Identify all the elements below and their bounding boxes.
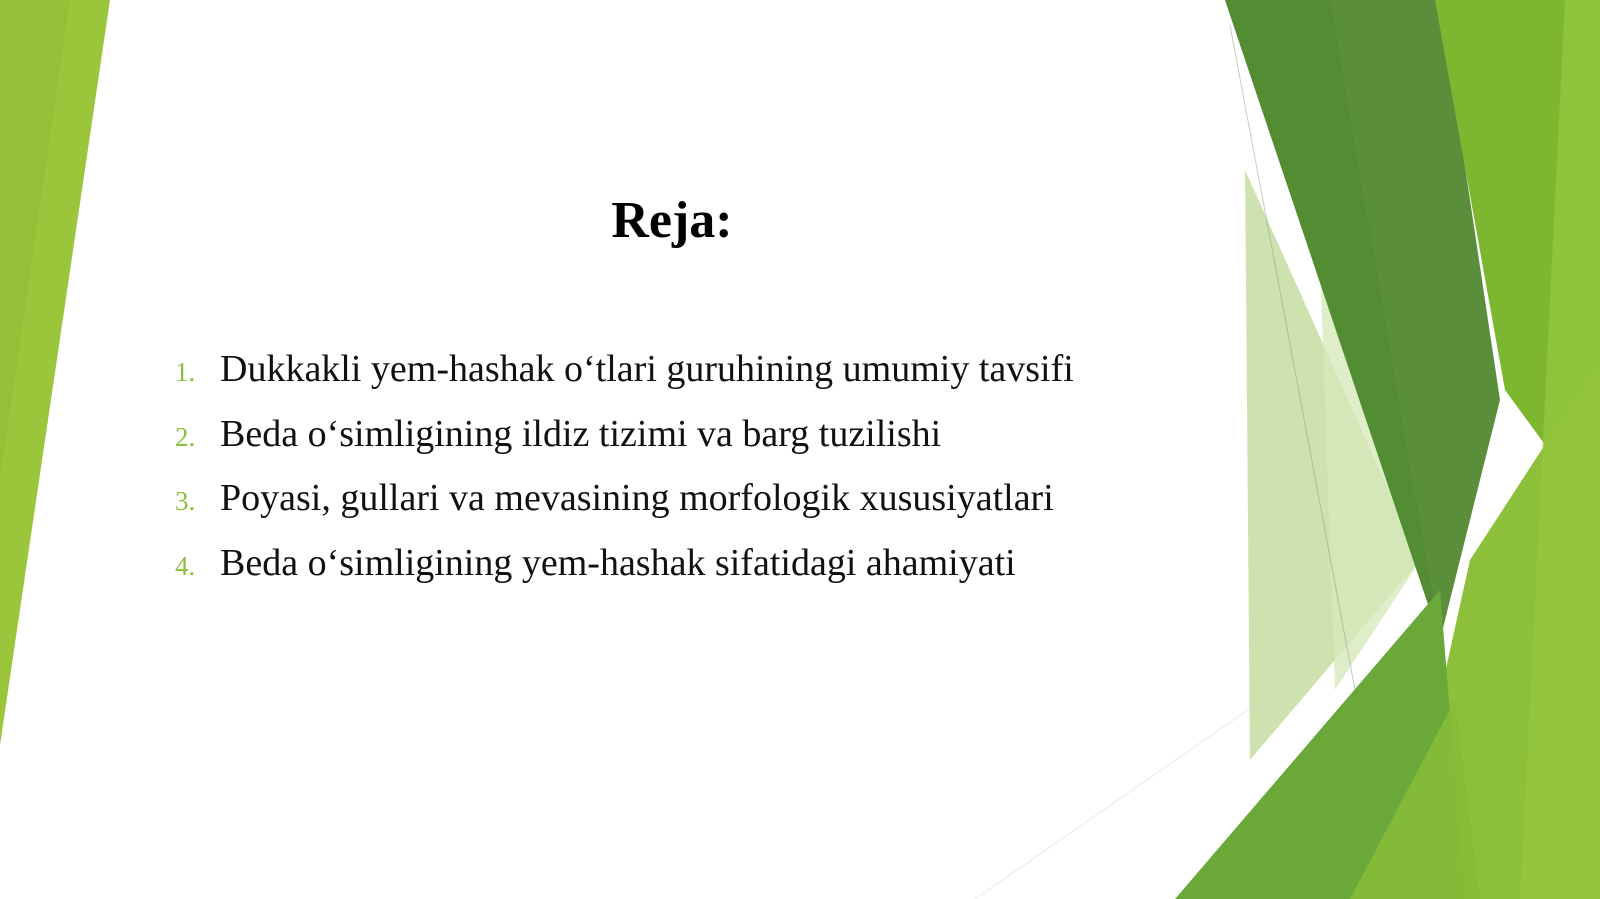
list-item-text: Beda o‘simligining yem-hashak sifatidagi ahamiyati [220, 541, 1016, 584]
list-item [175, 476, 1074, 541]
list-item-text: Dukkakli yem-hashak o‘tlari guruhining umumiy tavsifi [220, 348, 1074, 390]
list-item-number: 4. [175, 550, 196, 581]
list-item-text: Poyasi, gullari va mevasining morfologik xususiyatlari [220, 477, 1054, 519]
list-item-number: 3. [175, 486, 196, 516]
list-item [175, 541, 1074, 606]
plan-list [175, 347, 1074, 605]
slide-title: Reja: [611, 192, 733, 249]
list-item-text: Beda o‘simligining ildiz tizimi va barg tuzilishi [220, 412, 942, 455]
list-item [175, 347, 1074, 412]
list-item-number: 1. [175, 357, 196, 387]
list-item-number: 2. [175, 421, 196, 452]
list-item [175, 412, 1074, 477]
